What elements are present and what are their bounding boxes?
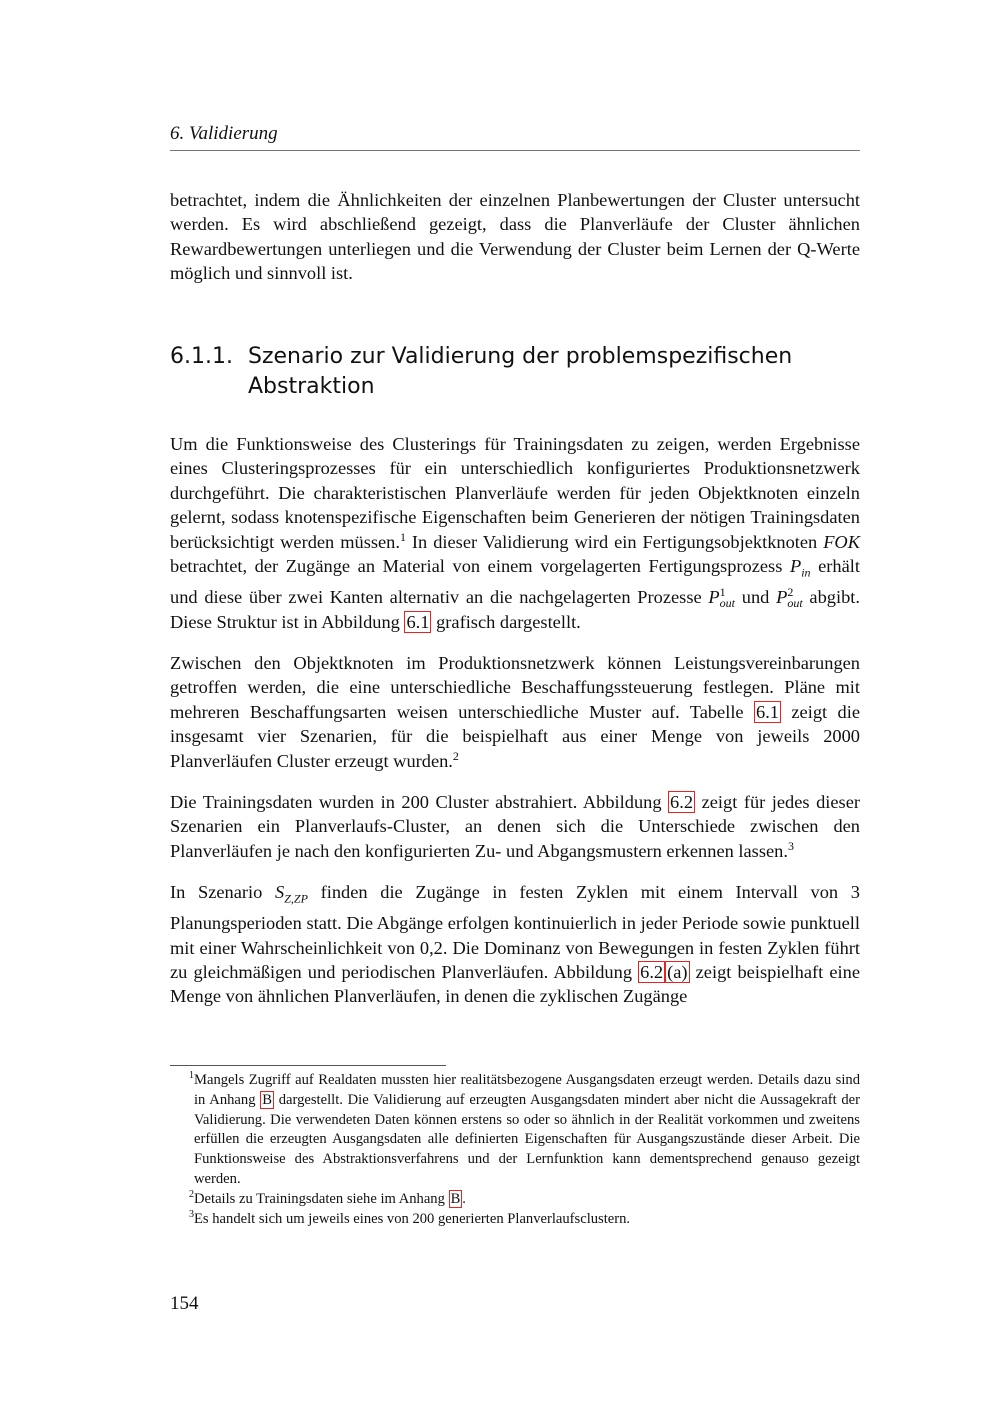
- footnote-mark-3[interactable]: 3: [787, 838, 794, 853]
- body-text: [170, 432, 860, 1026]
- footnote-mark-2[interactable]: 2: [452, 748, 459, 763]
- footnote-2-text: [194, 1190, 860, 1210]
- paragraph-1-text-6: abgibt. Diese Struktur ist in Abbildung: [170, 587, 860, 632]
- footnote-1-text-1: Mangels Zugriff auf Realdaten mussten hier realitätsbezogene Ausgangsdaten erzeugt werden. Details dazu sind in Anhang: [194, 1072, 860, 1108]
- math-s-zzp: [275, 882, 308, 906]
- footnote-2-text-2: .: [462, 1190, 466, 1207]
- page: [170, 0, 860, 1414]
- math-p-symbol: P: [708, 587, 720, 608]
- paragraph-1-text-3: betrachtet, der Zugänge an Material von einem vorgelagerten Fertigungsprozess: [170, 556, 790, 577]
- footnote-3-number: 3: [189, 1208, 194, 1220]
- math-p-out-1: [708, 585, 735, 611]
- math-p-symbol: P: [789, 556, 802, 577]
- footnote-mark-1[interactable]: 1: [399, 529, 406, 544]
- math-out-subscript: out: [787, 596, 803, 611]
- footnote-2-mark: [170, 1190, 194, 1210]
- paragraph-1-text: Um die Funktionsweise des Clusterings für Trainingsdaten zu zeigen, werden Ergebnisse eines Clusteringsprozesses für ein unterschiedlich konfiguriertes Produktionsnetzwerk durchgeführt. Die charakteristischen Planverläufe werden für jeden Objektknoten einzeln gelernt, sodass knotenspezifische Eigenschaften beim Generieren der nötigen Trainingsdaten berücksichtigt werden müssen.: [170, 434, 860, 552]
- math-superscript-1: 1: [719, 585, 726, 600]
- paragraph-3-text: Die Trainingsdaten wurden in 200 Cluster abstrahiert. Abbildung: [170, 791, 669, 812]
- math-p-in: [789, 556, 811, 580]
- header-rule: [170, 150, 860, 151]
- paragraph-4-text-2: finden die Zugänge in festen Zyklen mit einem Intervall von 3 Planungsperioden statt. Die Abgänge erfolgen kontinuierlich in jeder Periode sowie punktuell mit einer Wahrscheinlichkeit von 0,2. Die Dominanz von Bewegungen in festen Zyklen führt zu gleichmäßigen und periodischen Planverläufen. Abbildung: [170, 882, 860, 983]
- paragraph-1-text-7: grafisch dargestellt.: [431, 611, 581, 632]
- footnote-rule: [170, 1065, 446, 1066]
- paragraph-1-text-2: In dieser Validierung wird ein Fertigungsobjektknoten: [405, 531, 824, 552]
- figure-ref-6-2-a[interactable]: 6.2: [640, 962, 664, 983]
- footnote-1-number: 1: [189, 1070, 194, 1081]
- math-p-symbol: P: [776, 587, 788, 608]
- footnote-3: [170, 1210, 860, 1230]
- paragraph-1-text-5: und: [734, 587, 777, 608]
- subfigure-ref-a[interactable]: (a): [667, 962, 688, 983]
- paragraph-3: [170, 790, 860, 863]
- paragraph-1-text-4: erhält und diese über zwei Kanten alternativ an die nachgelagerten Prozesse: [170, 556, 860, 608]
- math-in-subscript: in: [801, 565, 811, 580]
- paragraph-2: [170, 651, 860, 773]
- figure-ref-6-2[interactable]: 6.2: [670, 791, 694, 812]
- appendix-ref-b-2[interactable]: B: [450, 1190, 461, 1207]
- paragraph-4: [170, 880, 860, 1009]
- paragraph-1: [170, 432, 860, 634]
- footnote-1-mark: [170, 1071, 194, 1190]
- running-head: 6. Validierung: [170, 123, 278, 144]
- footnotes: [170, 1071, 860, 1229]
- page-number: 154: [170, 1293, 199, 1314]
- paragraph-4-text-3: zeigt beispielhaft eine Menge von ähnlichen Planverläufen, in denen die zyklischen Zugänge: [170, 962, 860, 1007]
- footnote-3-mark: [170, 1210, 194, 1230]
- math-fok: FOK: [823, 531, 860, 552]
- intro-paragraph: betrachtet, indem die Ähnlichkeiten der einzelnen Planbewertungen der Cluster untersucht werden. Es wird abschließend gezeigt, dass die Planverläufe der Cluster ähnlichen Rewardbewertungen unterliegen und die Verwendung der Cluster beim Lernen der Q-Werte möglich und sinnvoll ist.: [170, 190, 860, 284]
- footnote-1-text-2: dargestellt. Die Validierung auf erzeugten Ausgangsdaten mindert aber nicht die Aussagekraft der Validierung. Die verwendeten Daten können erstens so oder so ähnlich in der Realität vorkommen und zweitens erfüllen die erzeugten Ausgangsdaten alle definierten Eigenschaften für Ausgangszustände dieser Arbeit. Die Funktionsweise des Abstraktionsverfahrens und der Lernfunktion kann dementsprechend genauso gezeigt werden.: [194, 1091, 861, 1187]
- math-p-out-2: [776, 585, 803, 611]
- footnote-3-text: Es handelt sich um jeweils eines von 200 generierten Planverlaufsclustern.: [194, 1210, 631, 1227]
- paragraph-2-text-2: zeigt die insgesamt vier Szenarien, für die beispielhaft aus einer Menge von jeweils 2000 Planverläufen Cluster erzeugt wurden.: [170, 701, 860, 771]
- math-superscript-2: 2: [787, 585, 794, 600]
- paragraph-2-text: Zwischen den Objektknoten im Produktionsnetzwerk können Leistungsvereinbarungen getroffen werden, die eine unterschiedliche Beschaffungssteuerung festlegen. Pläne mit mehreren Beschaffungsarten weisen unterschiedliche Muster auf. Tabelle: [170, 652, 860, 722]
- figure-ref-6-1[interactable]: 6.1: [406, 611, 430, 632]
- footnote-1: [170, 1071, 860, 1190]
- math-zzp-subscript: Z,ZP: [284, 891, 308, 906]
- footnote-2: [170, 1190, 860, 1210]
- paragraph-4-text: In Szenario: [170, 882, 276, 903]
- math-out-subscript: out: [719, 596, 735, 611]
- math-s-symbol: S: [275, 882, 285, 903]
- appendix-ref-b[interactable]: B: [262, 1091, 272, 1108]
- table-ref-6-1[interactable]: 6.1: [756, 701, 779, 722]
- footnote-1-text: [194, 1071, 860, 1190]
- section-heading: [170, 342, 860, 402]
- section-title: Szenario zur Validierung der problemspezifischen Abstraktion: [248, 344, 793, 399]
- paragraph-3-text-2: zeigt für jedes dieser Szenarien ein Planverlaufs-Cluster, an denen sich die Unterschiede zwischen den Planverläufen je nach den konfigurierten Zu- und Abgangsmustern erkennen lassen.: [170, 791, 860, 861]
- section-number: 6.1.1.: [170, 344, 233, 369]
- footnote-2-text-1: Details zu Trainingsdaten siehe im Anhang: [194, 1190, 449, 1207]
- footnote-2-number: 2: [189, 1188, 194, 1200]
